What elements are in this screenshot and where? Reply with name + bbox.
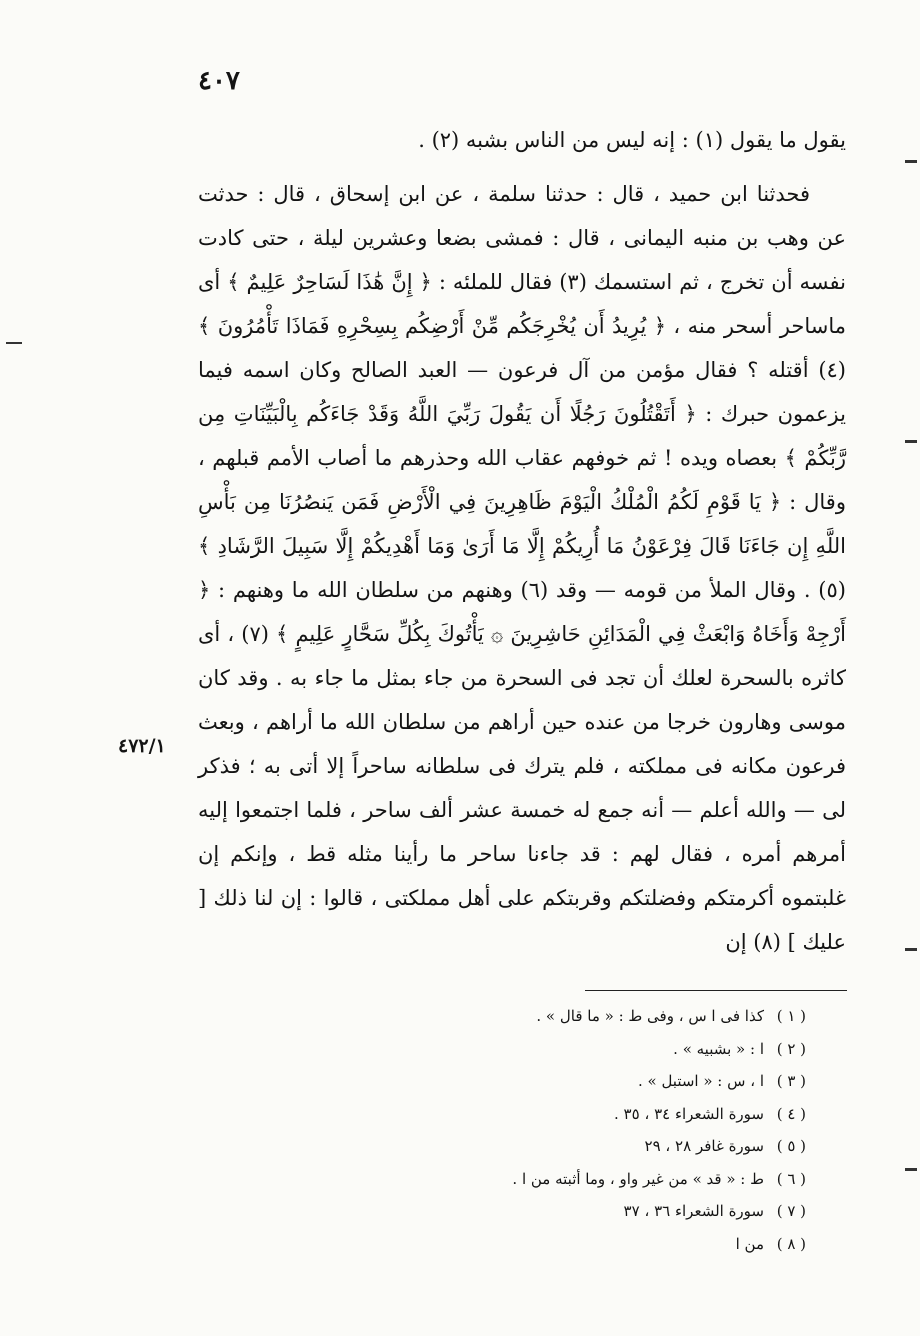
scan-mark (6, 342, 22, 344)
footnote (300, 1195, 806, 1228)
footnote-text: سورة الشعراء ٣٤ ، ٣٥ . (614, 1104, 764, 1123)
scan-mark (905, 440, 917, 443)
footnote-number: ( ٣ ) (776, 1072, 806, 1090)
footnote-number: ( ٦ ) (776, 1169, 806, 1188)
footnote-divider (585, 990, 847, 991)
footnote-number: ( ١ ) (776, 1007, 806, 1025)
footnote-text: ا ، س : « استبل » . (637, 1072, 764, 1090)
footnote (300, 1163, 806, 1196)
scan-mark (905, 1168, 917, 1171)
footnote (300, 1065, 806, 1098)
margin-reference: ٤٧٢/١ (118, 735, 166, 757)
footnote-text: ا : « بشبيه » . (673, 1039, 764, 1058)
footnote (300, 1000, 806, 1033)
footnote-number: ( ٧ ) (776, 1202, 806, 1220)
footnote (300, 1228, 806, 1261)
footnote (300, 1130, 806, 1163)
scan-mark (905, 160, 917, 163)
footnotes (300, 1000, 806, 1260)
footnote-text: سورة الشعراء ٣٦ ، ٣٧ (623, 1202, 764, 1220)
footnote-text: ط : « قد » من غير واو ، وما أثبته من ا . (512, 1169, 764, 1188)
page-number: ٤٠٧ (198, 66, 240, 96)
footnote (300, 1033, 806, 1066)
footnote-number: ( ٤ ) (776, 1104, 806, 1123)
footnote-text: سورة غافر ٢٨ ، ٢٩ (644, 1137, 764, 1155)
scan-mark (905, 948, 917, 951)
footnote-text: من ا (735, 1234, 764, 1253)
footnote-number: ( ٨ ) (776, 1234, 806, 1253)
footnote (300, 1098, 806, 1131)
footnote-text: كذا فى ا س ، وفى ط : « ما قال » . (536, 1007, 764, 1025)
footnote-number: ( ٢ ) (776, 1039, 806, 1058)
footnote-number: ( ٥ ) (776, 1137, 806, 1155)
opening-line: يقول ما يقول (١) : إنه ليس من الناس بشبه (٢) . (418, 128, 846, 152)
main-paragraph: فحدثنا ابن حميد ، قال : حدثنا سلمة ، عن ابن إسحاق ، قال : حدثت عن وهب بن منبه اليمانى ، قال : فمشى بضعا وعشرين ليلة ، حتى كادت نفسه أن تخرج ، ثم استسمك (٣) فقال للملئه : ﴿ إِنَّ هَٰذَا لَسَاحِرٌ عَلِيمٌ ﴾ أى ماساحر أسحر منه ، ﴿ يُرِيدُ أَن يُخْرِجَكُم مِّنْ أَرْضِكُم بِسِحْرِهِ فَمَاذَا تَأْمُرُونَ ﴾ (٤) أقتله ؟ فقال مؤمن من آل فرعون — العبد الصالح وكان اسمه فيما يزعمون حبرك : ﴿ أَتَقْتُلُونَ رَجُلًا أَن يَقُولَ رَبِّيَ اللَّهُ وَقَدْ جَاءَكُم بِالْبَيِّنَاتِ مِن رَّبِّكُمْ ﴾ بعصاه ويده ! ثم خوفهم عقاب الله وحذرهم ما أصاب الأمم قبلهم ، وقال : ﴿ يَا قَوْمِ لَكُمُ الْمُلْكُ الْيَوْمَ ظَاهِرِينَ فِي الْأَرْضِ فَمَن يَنصُرُنَا مِن بَأْسِ اللَّهِ إِن جَاءَنَا قَالَ فِرْعَوْنُ مَا أُرِيكُمْ إِلَّا مَا أَرَىٰ وَمَا أَهْدِيكُمْ إِلَّا سَبِيلَ الرَّشَادِ ﴾ (٥) . وقال الملأ من قومه — وقد (٦) وهنهم من سلطان الله ما وهنهم : ﴿ أَرْجِهْ وَأَخَاهُ وَابْعَثْ فِي الْمَدَائِنِ حَاشِرِينَ ۞ يَأْتُوكَ بِكُلِّ سَحَّارٍ عَلِيمٍ ﴾ (٧) ، أى كاثره بالسحرة لعلك أن تجد فى السحرة من جاء بمثل ما جاء به . وقد كان موسى وهارون خرجا من عنده حين أراهم من سلطان الله ما أراهم ، وبعث فرعون مكانه فى مملكته ، فلم يترك فى سلطانه ساحراً إلا أتى به ؛ فذكر لى — والله أعلم — أنه جمع له خمسة عشر ألف ساحر ، فلما اجتمعوا إليه أمرهم أمره ، فقال لهم : قد جاءنا ساحر ما رأينا مثله قط ، وإنكم إن غلبتموه أكرمتكم وفضلتكم وقربتكم على أهل مملكتى ، قالوا : إن لنا ذلك [ عليك ] (٨) إن (198, 182, 847, 954)
main-text (198, 118, 846, 964)
